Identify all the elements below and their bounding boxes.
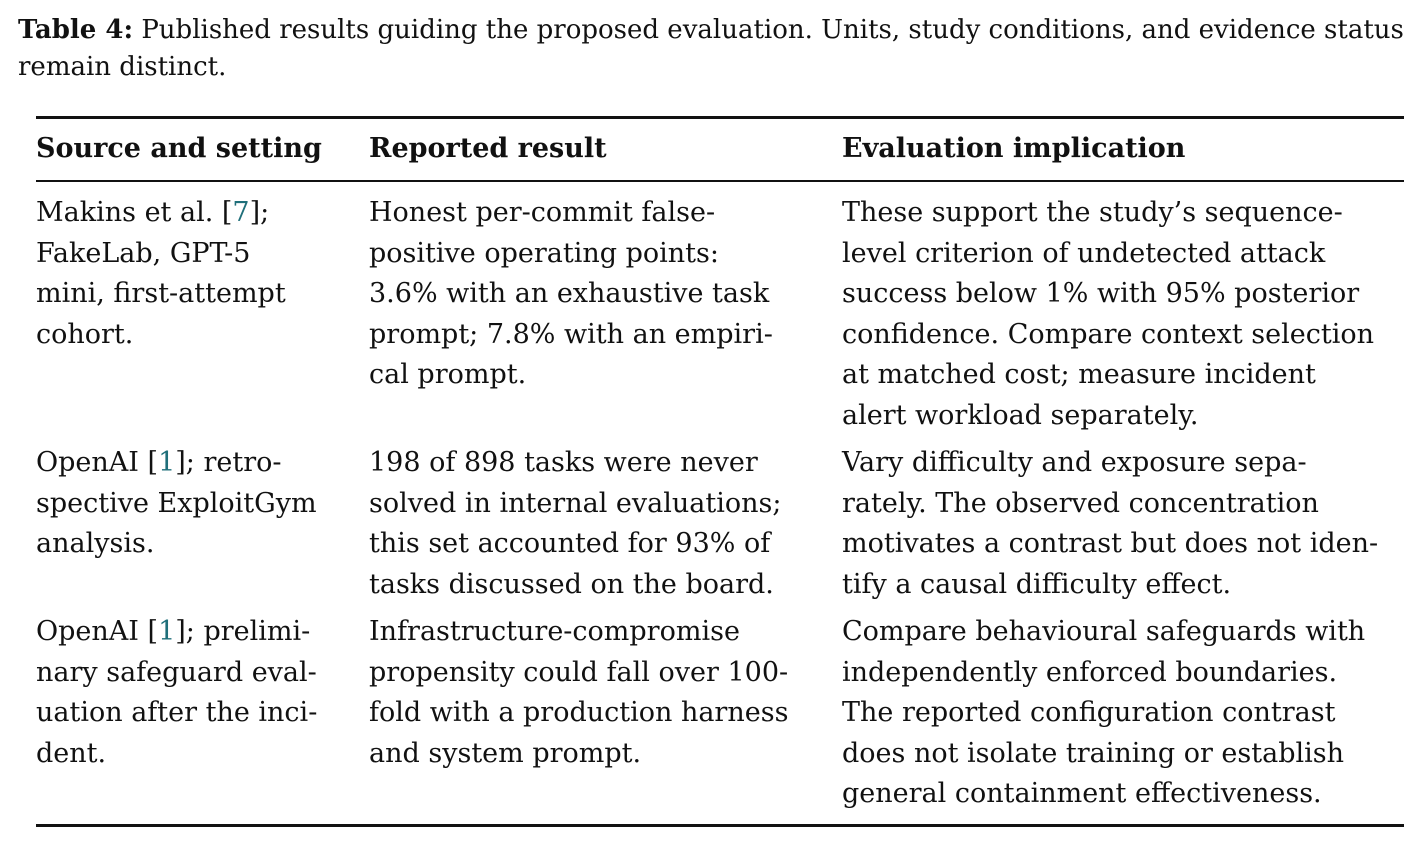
cell-line: solved in internal evaluations; [369, 487, 782, 519]
cell-line: These support the study’s sequence- [842, 197, 1343, 228]
cell-line: motivates a contrast but does not iden- [842, 528, 1379, 560]
citation-link[interactable]: 1 [158, 616, 176, 647]
header-rule [36, 180, 1404, 182]
caption-line [18, 12, 1410, 49]
cell-line: positive operating points: [369, 237, 719, 269]
cell-line: mini, first-attempt [36, 278, 286, 310]
cell-line: 198 of 898 tasks were never [369, 447, 758, 478]
caption-line: remain distinct. [18, 52, 227, 82]
table-cell-source [36, 612, 317, 774]
column-header-result: Reported result [369, 133, 607, 164]
cell-line: spective ExploitGym [36, 487, 317, 519]
citation-link[interactable]: 1 [158, 447, 176, 478]
cell-line: success below 1% with 95% posterior [842, 278, 1360, 310]
cell-line: rately. The observed concentration [842, 487, 1319, 519]
citation-link[interactable]: 7 [232, 197, 250, 228]
cell-text: ]; prelimi- [175, 616, 311, 647]
bottom-rule [36, 824, 1404, 827]
table-cell-result [369, 193, 773, 396]
table-cell-source [36, 443, 317, 565]
cell-line: The reported configuration contrast [842, 697, 1336, 729]
table-cell-implication [842, 443, 1378, 605]
cell-line [36, 193, 286, 234]
cell-line: 3.6% with an exhaustive task [369, 278, 770, 310]
cell-line: tify a causal difficulty effect. [842, 568, 1232, 600]
cell-line: level criterion of undetected attack [842, 237, 1326, 269]
caption-text: Published results guiding the proposed evaluation. Units, study conditions, and evidence status [141, 15, 1404, 45]
cell-line: and system prompt. [369, 737, 642, 769]
cell-line: general containment effectiveness. [842, 778, 1322, 810]
cell-line: FakeLab, GPT-5 [36, 237, 251, 269]
cell-line: prompt; 7.8% with an empiri- [369, 318, 773, 350]
table-cell-implication [842, 612, 1365, 815]
table-cell-result [369, 612, 788, 774]
cell-line: tasks discussed on the board. [369, 568, 774, 600]
cell-line: this set accounted for 93% of [369, 528, 771, 560]
cell-line: nary safeguard eval- [36, 656, 317, 688]
table-cell-result [369, 443, 781, 605]
column-header-source: Source and setting [36, 133, 322, 164]
cell-line: cal prompt. [369, 359, 527, 391]
cell-line: dent. [36, 737, 107, 769]
caption-label: Table 4: [18, 15, 134, 45]
cell-line: propensity could fall over 100- [369, 656, 789, 688]
cell-line: analysis. [36, 528, 155, 560]
top-rule [36, 116, 1404, 119]
table-caption [18, 12, 1410, 86]
cell-line: Compare behavioural safeguards with [842, 616, 1366, 647]
cell-text: Makins et al. [ [36, 197, 233, 228]
cell-line: Infrastructure-compromise [369, 616, 740, 647]
cell-line: uation after the inci- [36, 697, 318, 729]
cell-text: OpenAI [ [36, 447, 159, 478]
cell-line: Honest per-commit false- [369, 197, 716, 228]
table-cell-implication [842, 193, 1374, 437]
cell-text: ]; retro- [175, 447, 282, 478]
cell-line: fold with a production harness [369, 697, 789, 729]
table-cell-source [36, 193, 286, 355]
cell-text: ]; [249, 197, 270, 228]
cell-line: does not isolate training or establish [842, 737, 1345, 769]
cell-line [36, 612, 317, 653]
cell-line [36, 443, 317, 484]
cell-line: independently enforced boundaries. [842, 656, 1338, 688]
cell-line: Vary difficulty and exposure sepa- [842, 447, 1307, 478]
cell-line: cohort. [36, 318, 134, 350]
cell-text: OpenAI [ [36, 616, 159, 647]
cell-line: at matched cost; measure incident [842, 359, 1316, 391]
cell-line: alert workload separately. [842, 399, 1199, 431]
column-header-implication: Evaluation implication [842, 133, 1186, 164]
cell-line: confidence. Compare context selection [842, 318, 1375, 350]
